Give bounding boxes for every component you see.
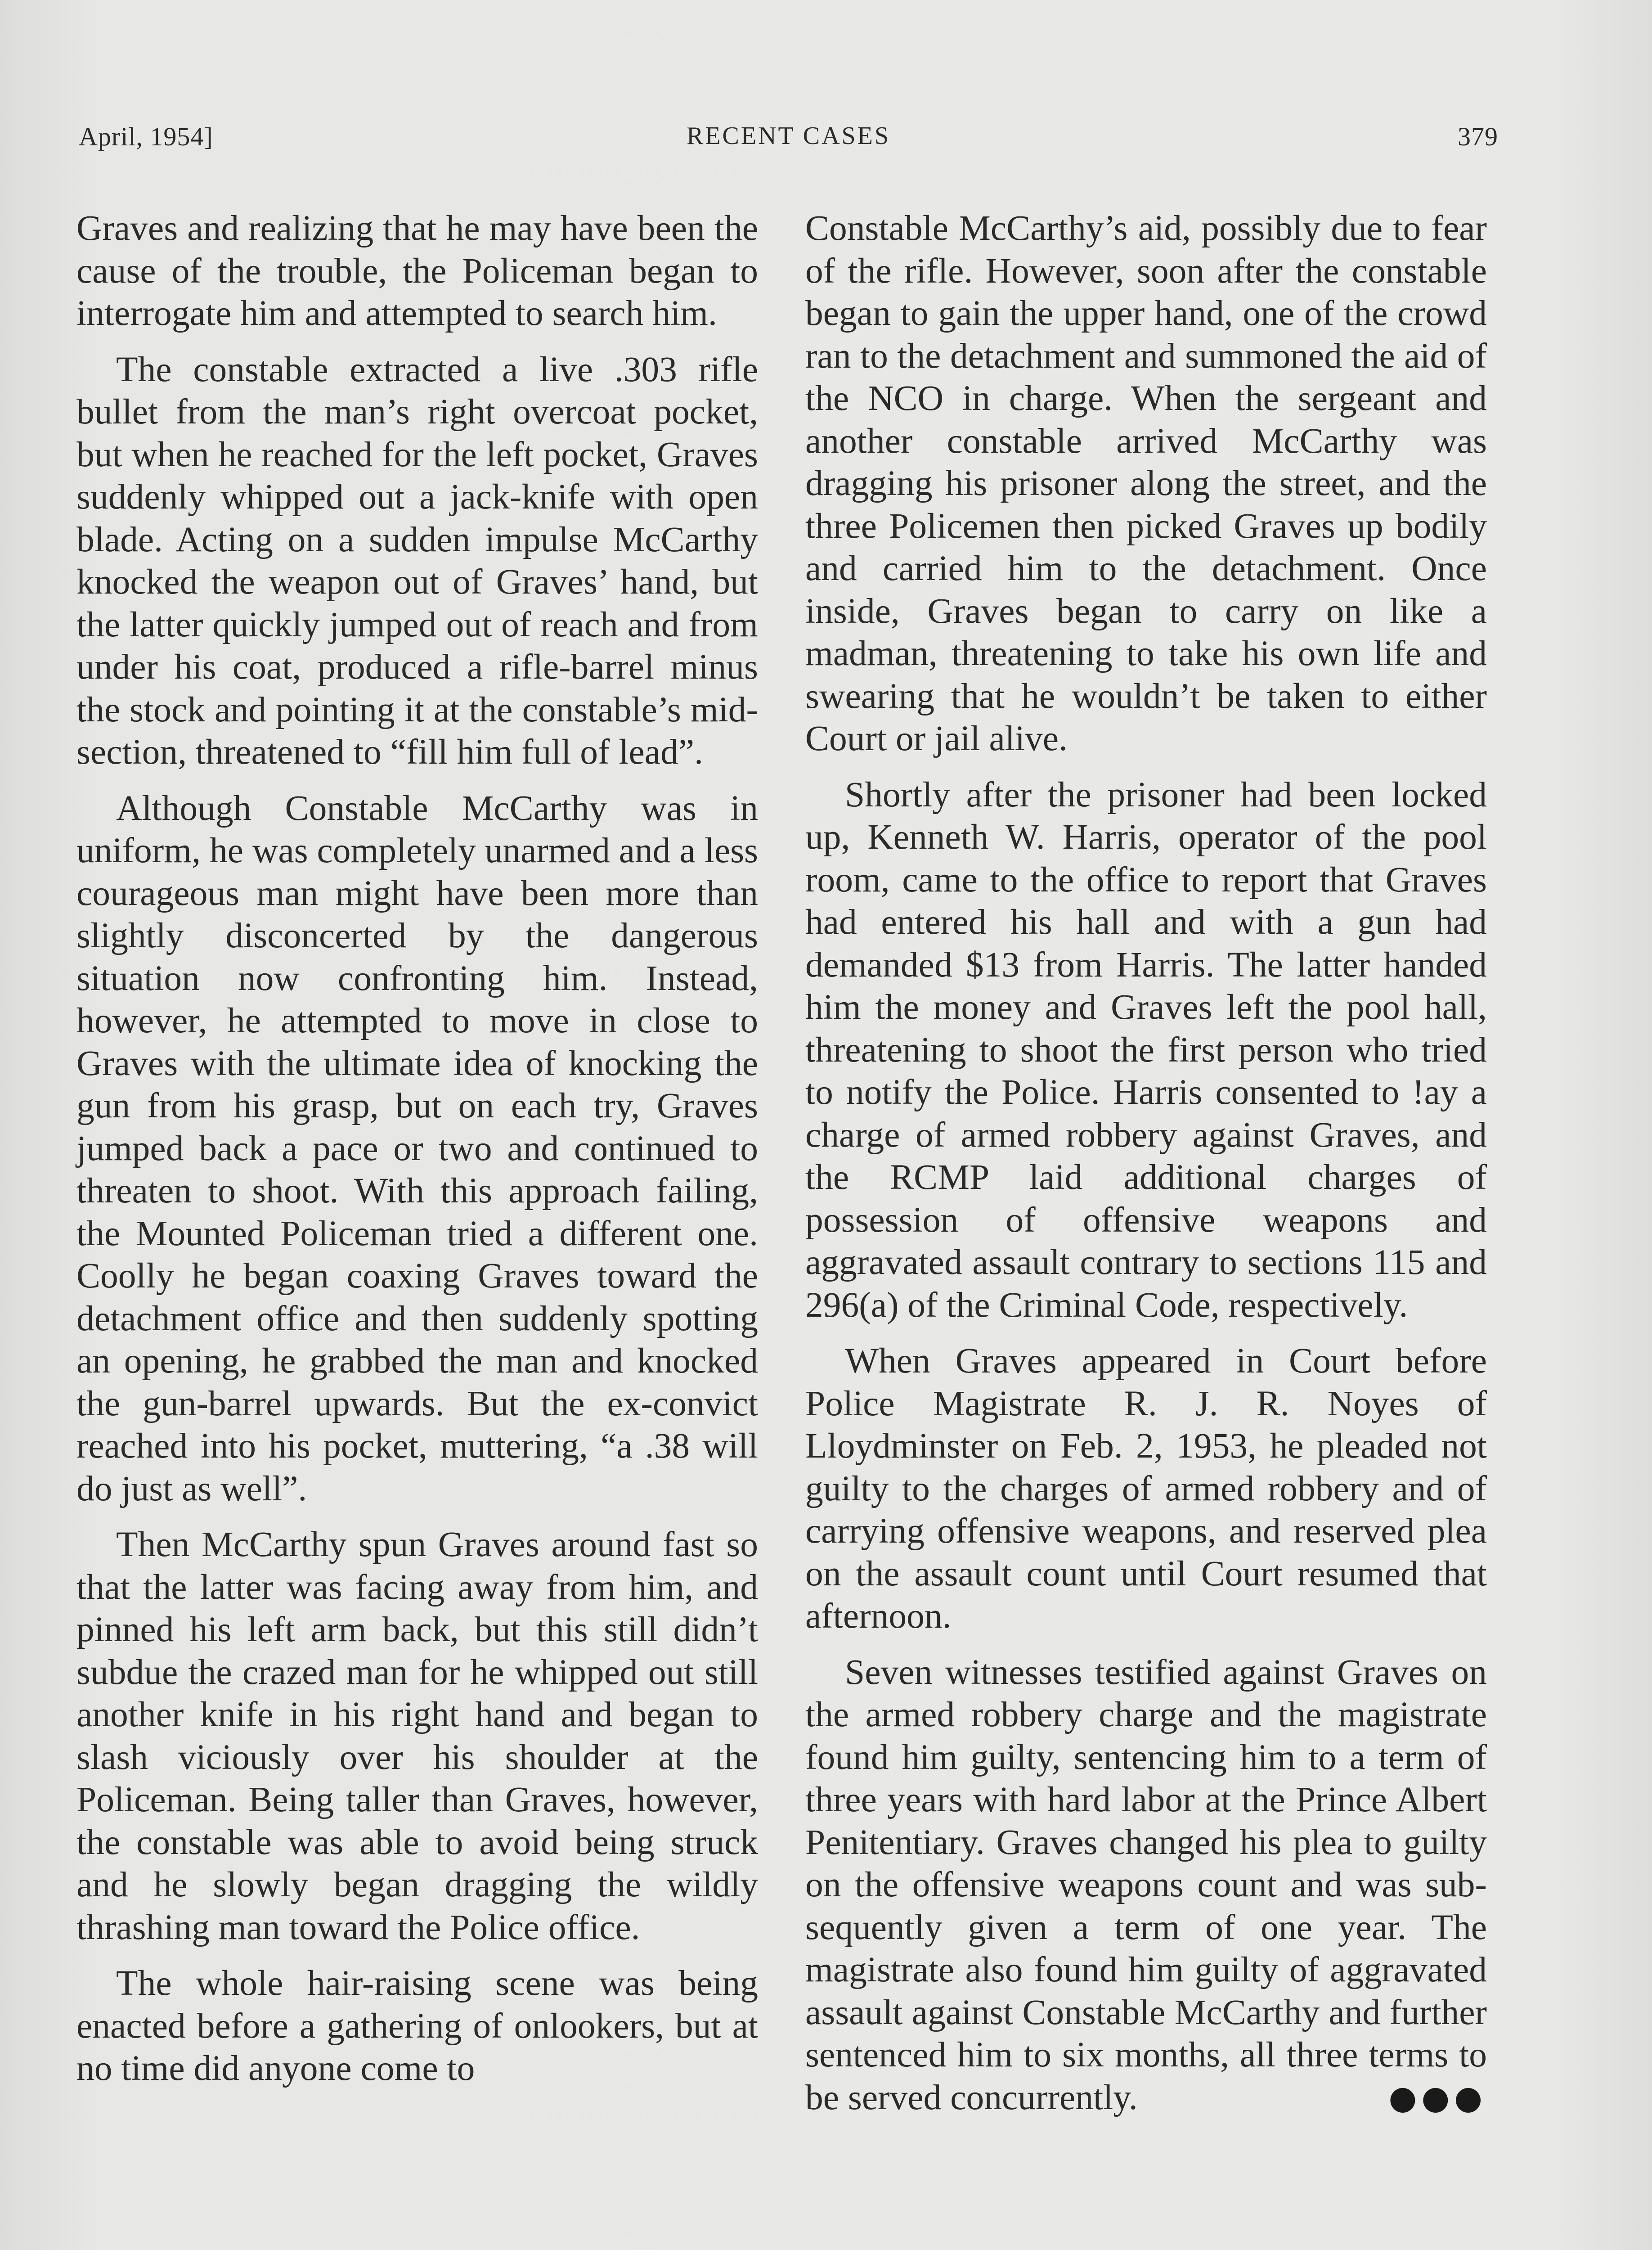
header-date: April, 1954] [79,122,213,151]
paragraph: The whole hair-raising scene was being enacted before a gathering of onlookers, but at no time did anyone come to [76,1963,758,2088]
paragraph: When Graves appeared in Court before Police Magistrate R. J. R. Noyes of Lloydminster on Feb. 2, 1953, he pleaded not guilty to the charges of armed robbery and of carrying offensive weapons, and reserved plea on the assault count until Court resumed that afternoon. [805,1341,1487,1636]
header-section-title: RECENT CASES [686,122,891,150]
paragraph: Shortly after the prisoner had been locked up, Kenneth W. Harris, operator of the pool room, came to the office to report that Graves had entered his hall and with a gun had demanded $13 from Harris. The latter handed him the money and Graves left the pool hall, threatening to shoot the first person who tried to notify the Police. Harris consented to !ay a charge of armed robbery against Graves, and the RCMP laid additional charges of possession of offensive weapons and aggravated assault contrary to sections 115 and 296(a) of the Criminal Code, respectively. [805,774,1487,1325]
end-of-article-mark: ●●● [1388,2078,1487,2116]
running-head [79,122,1498,158]
paragraph: Graves and realizing that he may have been the cause of the trouble, the Policeman began to interrogate him and attempted to search him. [76,208,758,333]
left-column [76,207,758,2090]
page-number: 379 [1458,122,1498,151]
paragraph-final-text: Seven witnesses testified against Graves on the armed robbery charge and the magistrate found him guilty, sentencing him to a term of three years with hard labor at the Prince Albert Penitentiary. Graves changed his plea to guilty on the offensive weapons count and was subsequently given a term of one year. The magistrate also found him guilty of aggravated assault against Constable McCarthy and further sentenced him to six months, all three terms to be served concurrently. [805,1652,1487,2117]
paragraph: Although Constable McCarthy was in uniform, he was completely unarmed and a less courageous man might have been more than slightly disconcerted by the dangerous situation now confronting him. Instead, however, he attempted to move in close to Graves with the ultimate idea of knocking the gun from his grasp, but on each try, Graves jumped back a pace or two and continued to threaten to shoot. With this approach failing, the Mounted Policeman tried a different one. Coolly he began coaxing Graves toward the detachment office and then suddenly spotting an opening, he grabbed the man and knocked the gun-barrel upwards. But the ex-convict reached into his pocket, muttering, “a .38 will do just as well”. [76,788,758,1508]
paragraph: Then McCarthy spun Graves around fast so that the latter was facing away from him, and pinned his left arm back, but this still didn’t subdue the crazed man for he whipped out still another knife in his right hand and began to slash viciously over his shoulder at the Policeman. Being taller than Graves, however, the constable was able to avoid being struck and he slowly began dragging the wildly thrashing man toward the Police office. [76,1525,758,1947]
right-column [805,207,1487,2119]
paragraph: The constable extracted a live .303 rifle bullet from the man’s right overcoat pocket, but when he reached for the left pocket, Graves suddenly whipped out a jack-knife with open blade. Acting on a sudden impulse McCarthy knocked the weapon out of Graves’ hand, but the latter quickly jumped out of reach and from under his coat, produced a rifle-barrel minus the stock and pointing it at the constable’s mid-section, threatened to “fill him full of lead”. [76,349,758,772]
paragraph: Constable McCarthy’s aid, possibly due to fear of the rifle. However, soon after the constable began to gain the upper hand, one of the crowd ran to the detachment and summoned the aid of the NCO in charge. When the sergeant and another constable arrived McCarthy was dragging his prisoner along the street, and the three Policemen then picked Graves up bodily and carried him to the detachment. Once inside, Graves began to carry on like a madman, threatening to take his own life and swearing that he wouldn’t be taken to either Court or jail alive. [805,208,1487,758]
paragraph-final [805,1651,1487,2119]
